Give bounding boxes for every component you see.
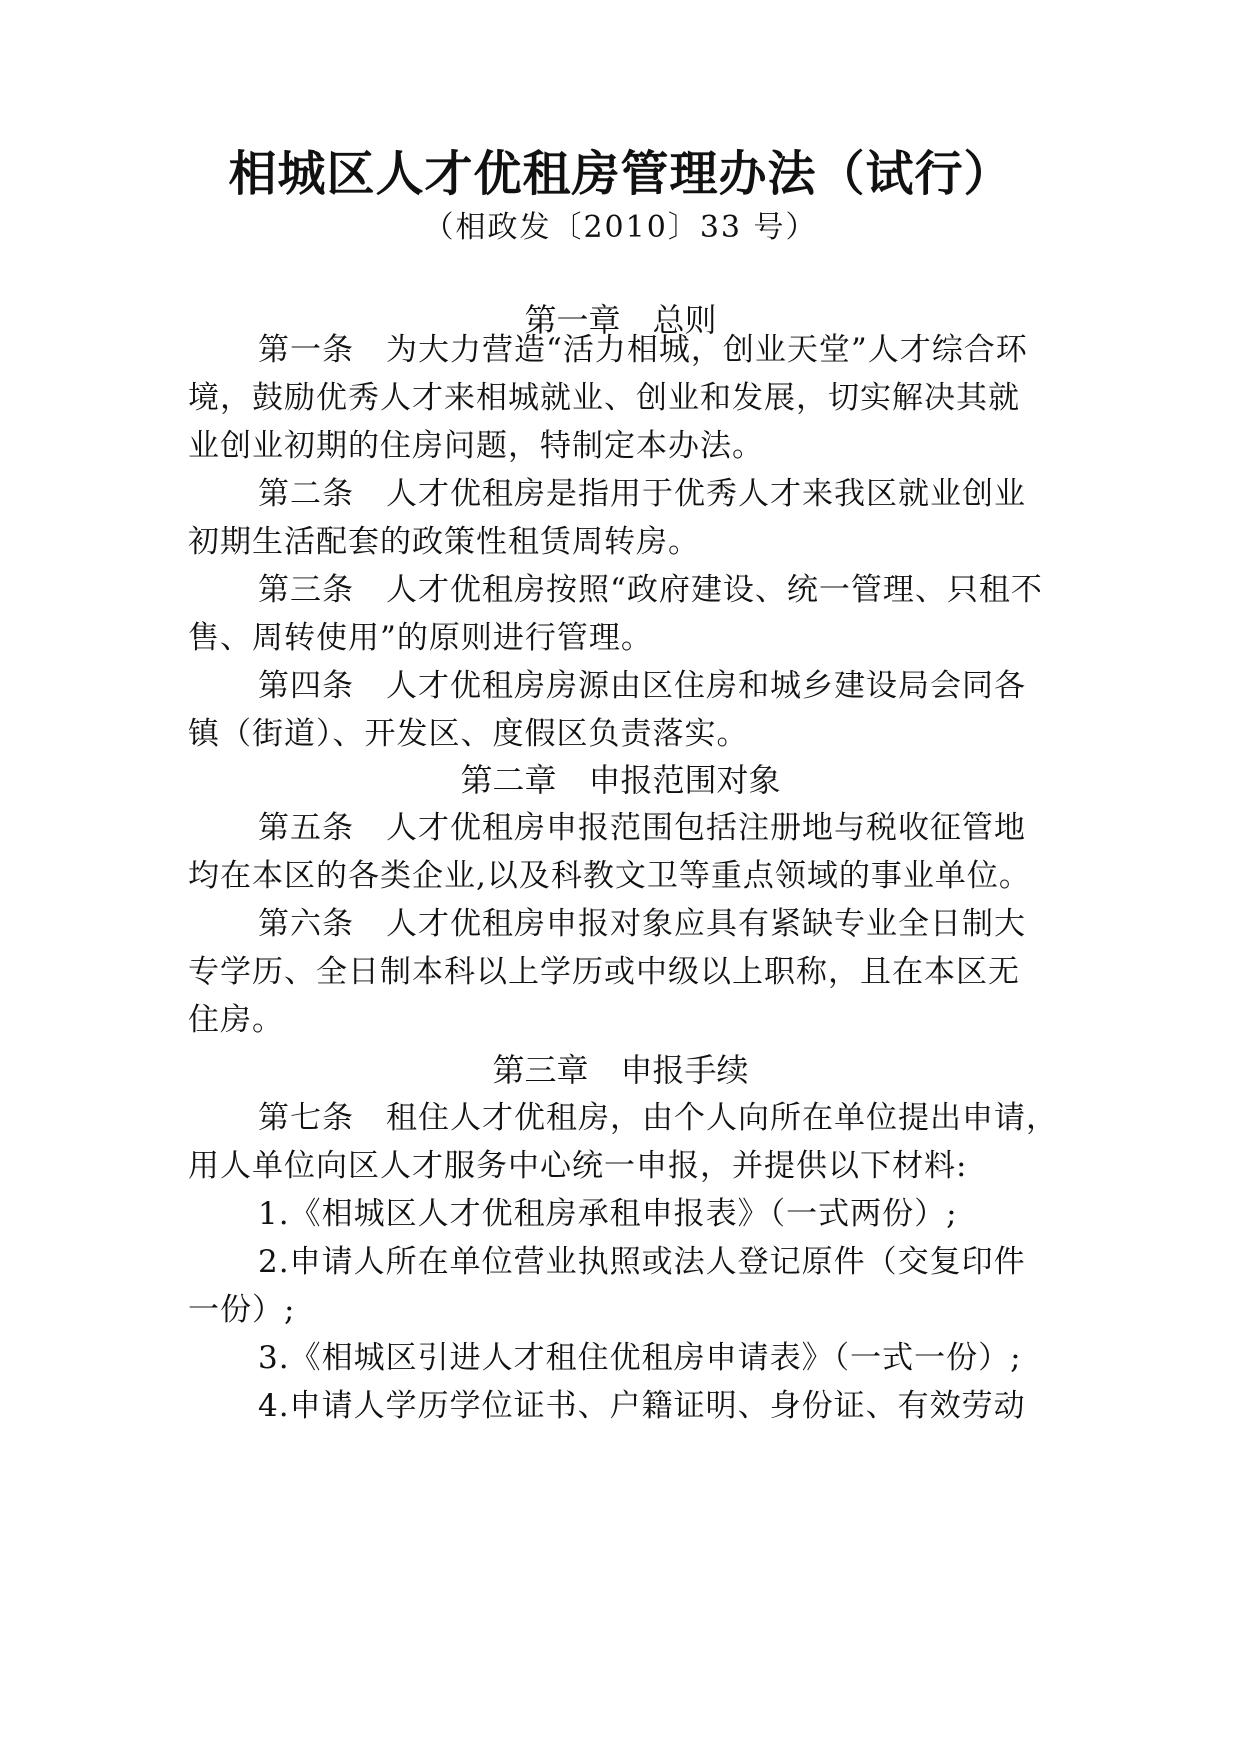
article-6-line-3: 住房。	[188, 1002, 284, 1038]
material-item-1: 1.《相城区人才优租房承租申报表》（一式两份）;	[258, 1196, 958, 1232]
article-1-line-3: 业创业初期的住房问题，特制定本办法。	[188, 428, 764, 464]
article-4-line-2: 镇（街道）、开发区、度假区负责落实。	[188, 716, 749, 752]
material-item-3: 3.《相城区引进人才租住优租房申请表》（一式一份）;	[258, 1340, 1022, 1376]
article-3-line-2: 售、周转使用”的原则进行管理。	[188, 620, 653, 656]
material-item-4-line-1: 4.申请人学历学位证书、户籍证明、身份证、有效劳动	[258, 1388, 1026, 1424]
chapter-heading-1: 第一章 总则	[524, 301, 717, 339]
article-7-line-1: 第七条 租住人才优租房，由个人向所在单位提出申请，	[258, 1100, 1058, 1136]
document-number: （相政发〔2010〕33 号）	[423, 210, 818, 245]
article-1-line-1: 第一条 为大力营造“活力相城，创业天堂”人才综合环	[258, 332, 1028, 368]
material-item-2-line-1: 2.申请人所在单位营业执照或法人登记原件（交复印件	[258, 1244, 1026, 1280]
article-1-line-2: 境，鼓励优秀人才来相城就业、创业和发展，切实解决其就	[188, 380, 1020, 416]
article-6-line-1: 第六条 人才优租房申报对象应具有紧缺专业全日制大	[258, 906, 1026, 942]
article-4-line-1: 第四条 人才优租房房源由区住房和城乡建设局会同各	[258, 668, 1026, 704]
article-2-line-2: 初期生活配套的政策性租赁周转房。	[188, 524, 700, 560]
chapter-heading-2: 第二章 申报范围对象	[460, 761, 781, 799]
article-5-line-1: 第五条 人才优租房申报范围包括注册地与税收征管地	[258, 810, 1026, 846]
article-3-line-1: 第三条 人才优租房按照“政府建设、统一管理、只租不	[258, 572, 1043, 608]
chapter-heading-3: 第三章 申报手续	[492, 1051, 749, 1089]
article-7-line-2: 用人单位向区人才服务中心统一申报，并提供以下材料:	[188, 1148, 968, 1184]
material-item-2-line-2: 一份）;	[188, 1292, 296, 1328]
article-6-line-2: 专学历、全日制本科以上学历或中级以上职称，且在本区无	[188, 954, 1020, 990]
article-2-line-1: 第二条 人才优租房是指用于优秀人才来我区就业创业	[258, 476, 1026, 512]
article-5-line-2: 均在本区的各类企业,以及科教文卫等重点领域的事业单位。	[188, 858, 1031, 894]
document-title: 相城区人才优租房管理办法（试行）	[228, 146, 1013, 202]
